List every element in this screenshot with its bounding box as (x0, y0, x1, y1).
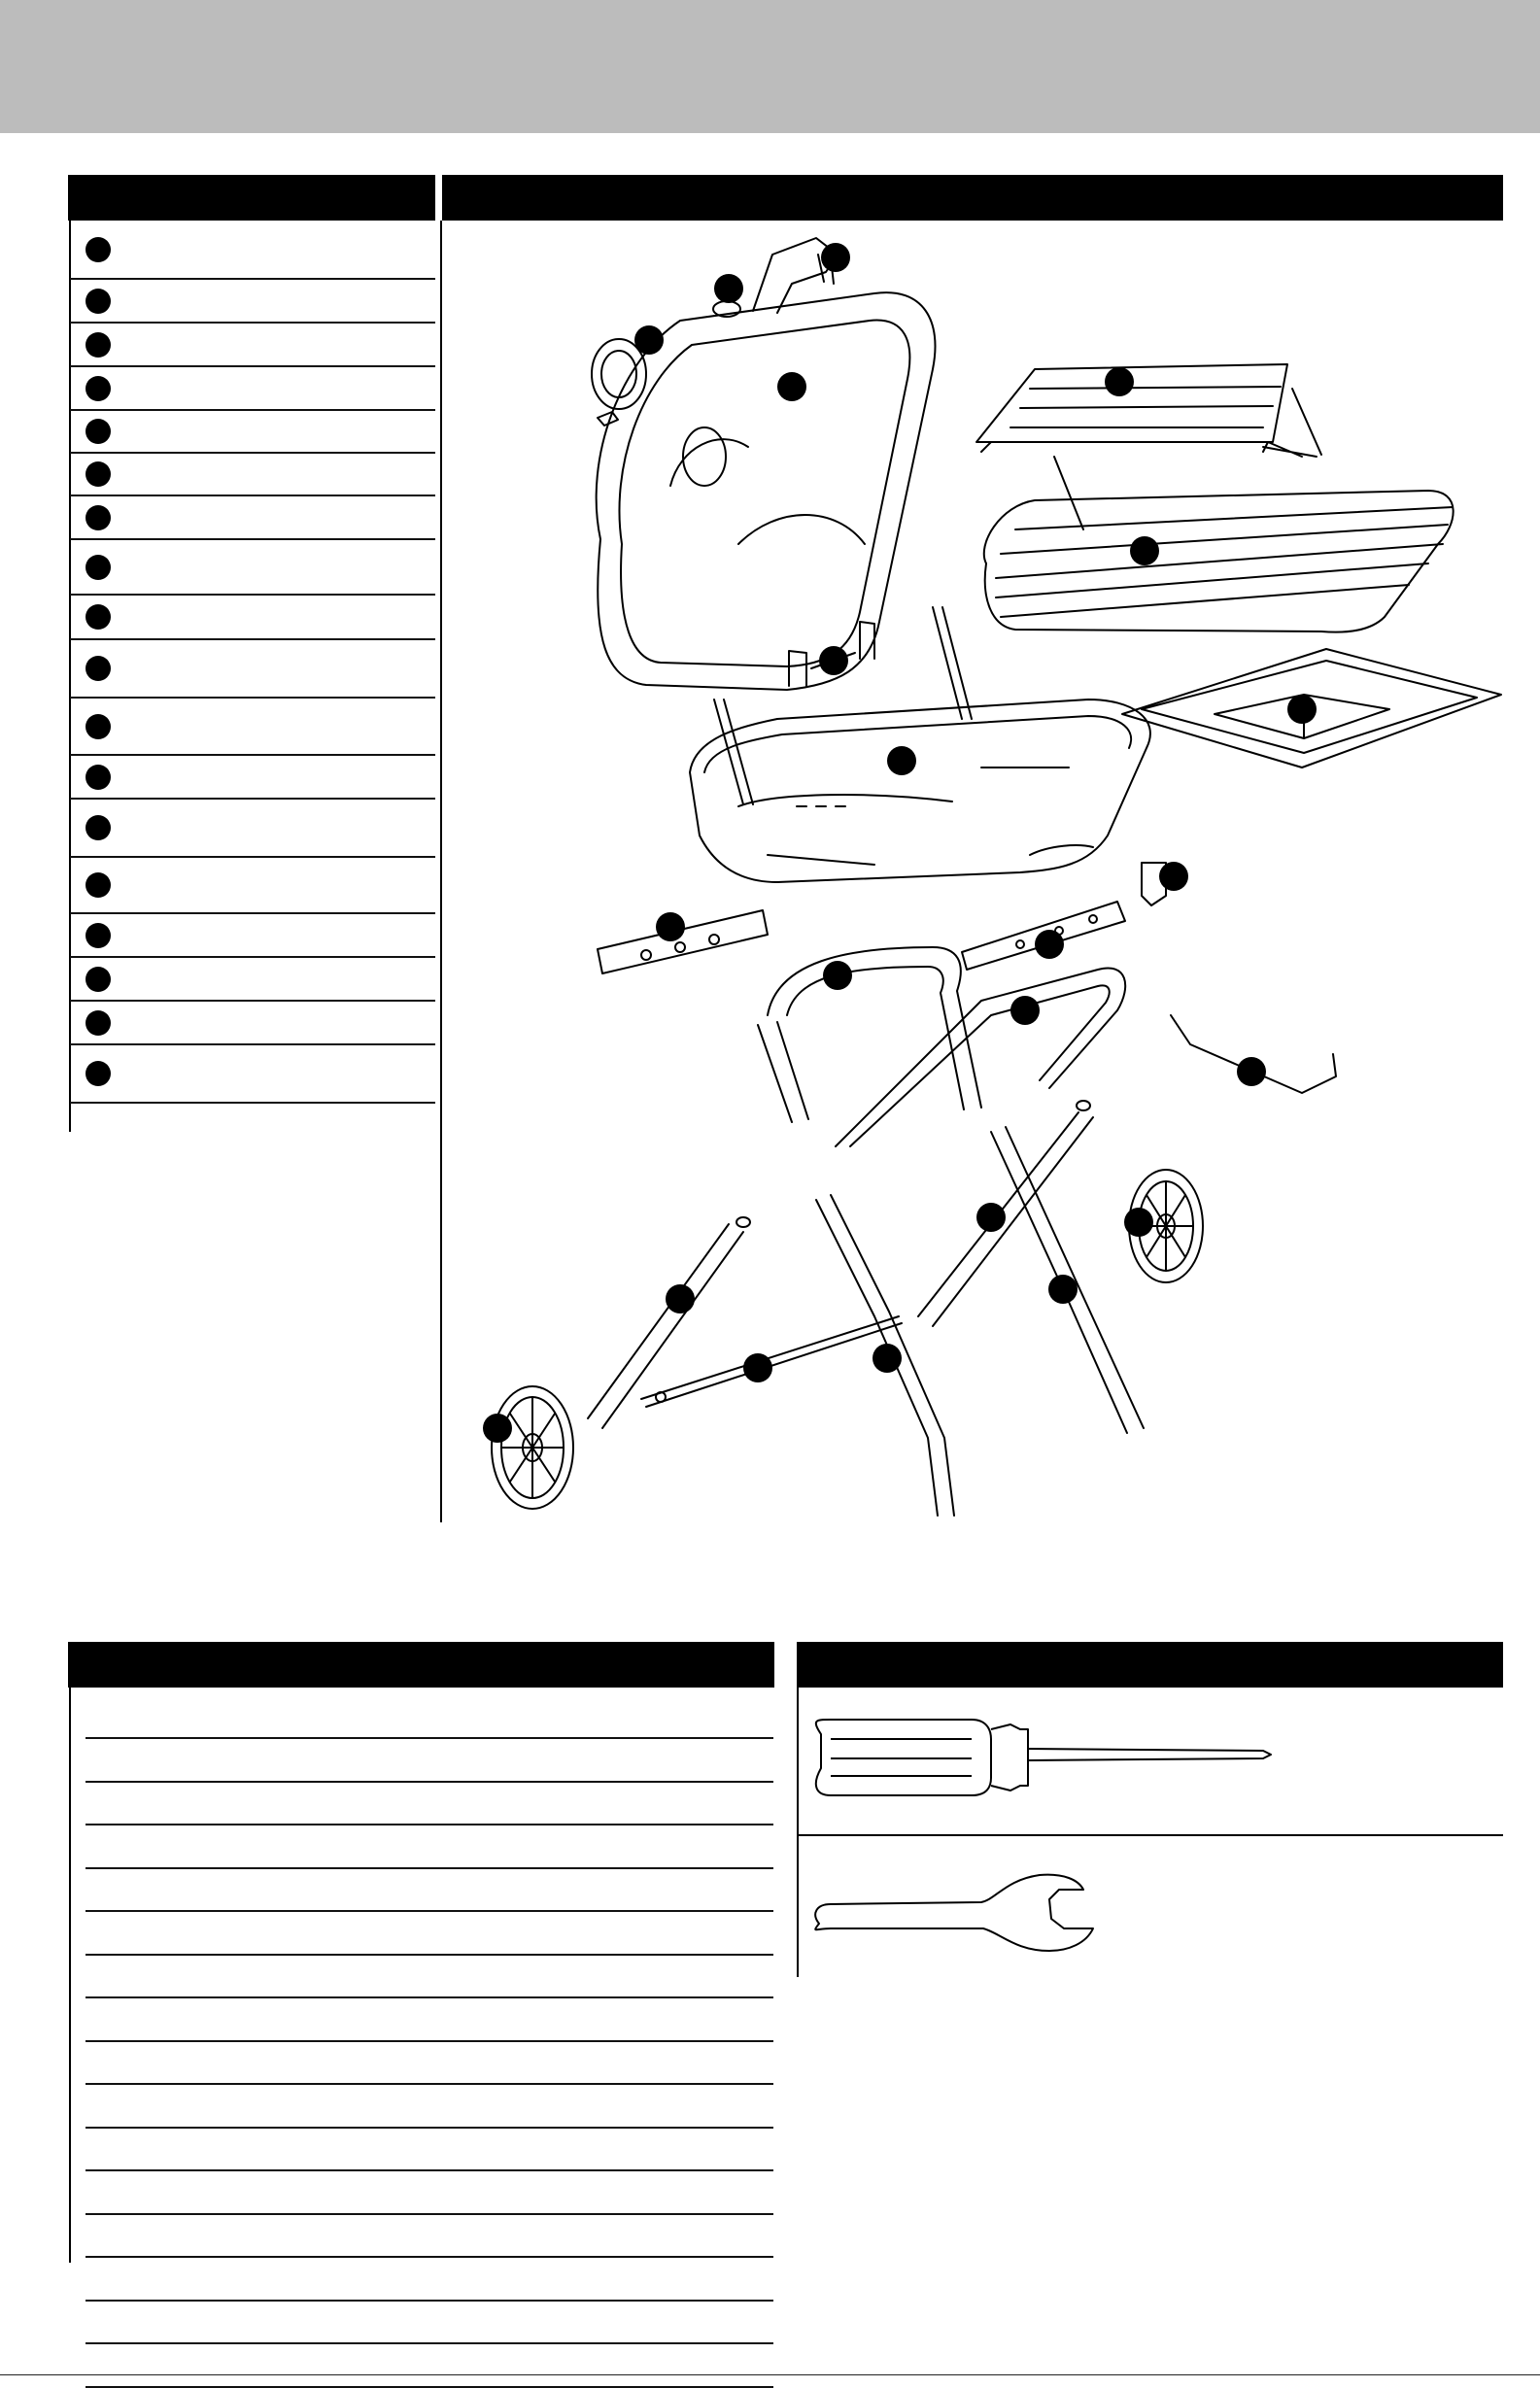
leg-tube-front-left (588, 1217, 750, 1428)
hardware-row-divider (86, 2213, 773, 2215)
part-callout-marker (714, 274, 743, 303)
hardware-row-divider (86, 2342, 773, 2344)
hardware-header (68, 1642, 774, 1688)
wrench-icon (815, 1875, 1093, 1951)
tools-left-rule (797, 1688, 799, 1977)
tools-header (797, 1642, 1503, 1688)
hardware-row-divider (86, 1824, 773, 1825)
part-callout-marker (1105, 367, 1134, 396)
part-callout-marker (887, 746, 916, 775)
warming-rack (976, 364, 1321, 529)
part-callout-marker (1010, 996, 1040, 1025)
hardware-row-divider (86, 1910, 773, 1912)
tools-divider (799, 1834, 1503, 1836)
part-callout-marker (1048, 1275, 1078, 1304)
part-callout-marker (1035, 930, 1064, 959)
wheel-left (492, 1386, 573, 1509)
part-callout-marker (976, 1203, 1006, 1232)
hardware-row-divider (86, 2256, 773, 2258)
part-callout-marker (819, 646, 848, 675)
part-callout-marker (823, 961, 852, 990)
hardware-row-divider (86, 1996, 773, 1998)
cooking-grate (984, 491, 1454, 632)
part-callout-marker (1130, 536, 1159, 565)
part-callout-marker (656, 912, 685, 941)
hardware-row-divider (86, 2083, 773, 2085)
part-callout-marker (666, 1284, 695, 1313)
part-callout-marker (743, 1353, 772, 1382)
part-callout-marker (821, 243, 850, 272)
part-callout-marker (1237, 1057, 1266, 1086)
bowl-handle-right (933, 607, 972, 719)
hardware-row-divider (86, 2169, 773, 2171)
part-callout-marker (873, 1344, 902, 1373)
phillips-screwdriver-icon (816, 1720, 1271, 1795)
part-callout-marker (634, 325, 664, 355)
part-callout-marker (1124, 1208, 1153, 1237)
rear-leg-frame (836, 968, 1125, 1146)
hardware-left-rule (69, 1688, 71, 2263)
hardware-row-divider (86, 1954, 773, 1956)
part-callout-marker (1287, 695, 1317, 724)
hardware-row-divider (86, 2300, 773, 2302)
axle (641, 1316, 902, 1407)
page-bottom-rule (0, 2374, 1540, 2375)
part-callout-marker (777, 372, 806, 401)
hardware-row-divider (86, 1781, 773, 1783)
hardware-row-divider (86, 1867, 773, 1869)
part-callout-marker (483, 1414, 512, 1443)
grill-bowl (690, 699, 1150, 882)
hardware-row-divider (86, 2040, 773, 2042)
hardware-row-divider (86, 1737, 773, 1739)
hardware-row-divider (86, 2127, 773, 2129)
part-callout-marker (1159, 862, 1188, 891)
lid-vent-damper (592, 339, 646, 426)
